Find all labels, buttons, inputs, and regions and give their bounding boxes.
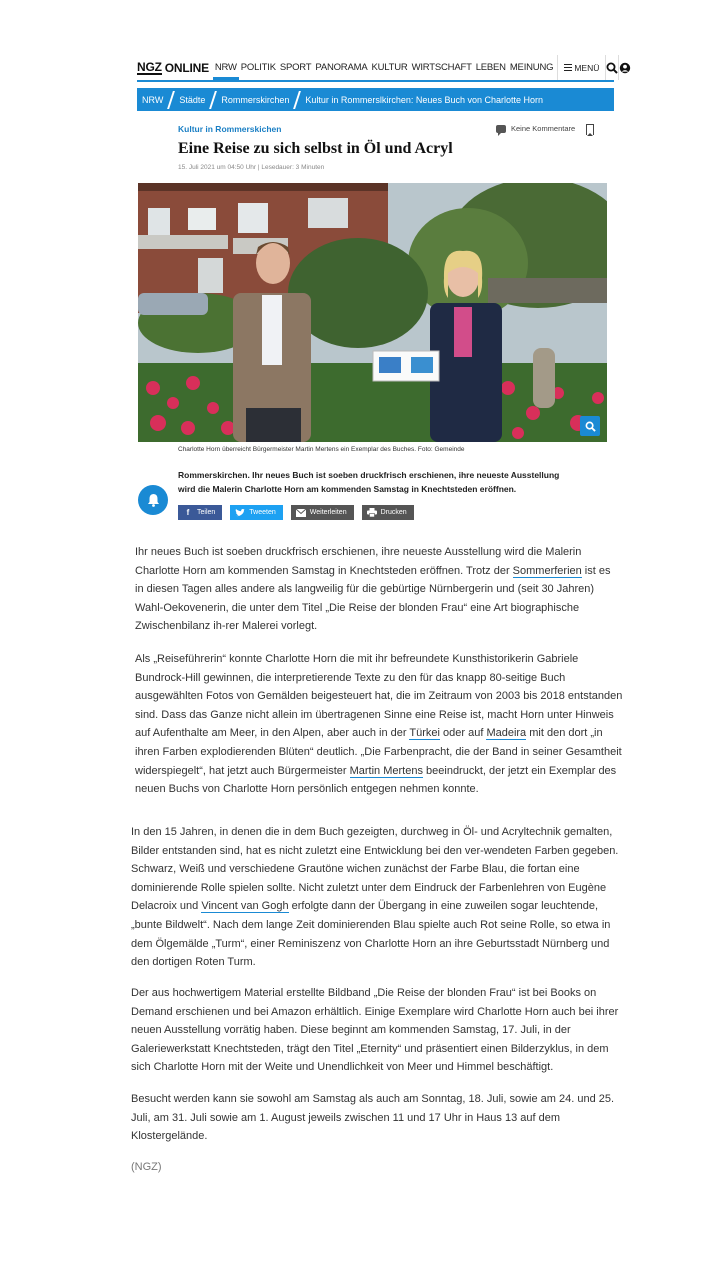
text-run: ist es in diesen Tagen alles andere als langweilig für die gebürtige Nürnbergerin und (seit 30 Jahren) Wahl-Oekovenerin, die unter dem Titel „Die Reise der blonden Frau“ eine Art biographische Zwischenbilanz ih-rer Malerei vorlegt. [135, 564, 611, 633]
link-vincent-van-gogh[interactable]: Vincent van Gogh [201, 900, 289, 913]
article-source: (NGZ) [131, 1161, 162, 1173]
breadcrumb-item-rommerskirchen[interactable]: Rommerskirchen [221, 94, 290, 105]
hamburger-icon [564, 64, 572, 71]
breadcrumb-item-nrw[interactable]: NRW [142, 94, 164, 105]
text-run: Ihr neues Buch ist soeben druckfrisch erschienen, ihre neueste Ausstellung wird die Malerin Charlotte Horn am kommenden Samstag in Knechtsteden eröffnen. Trotz der [135, 546, 582, 577]
search-icon [606, 62, 618, 74]
menu-button[interactable] [557, 55, 605, 80]
text-run: mit den dort „in ihren Farben explodierenden Blüten“ deutlich. „Die Farbenpracht, die der Band in seiner Gesamtheit widerspiegelt“, hat jetzt auch Bürgermeister [135, 727, 622, 777]
account-button[interactable] [618, 55, 631, 80]
nav-item-kultur[interactable]: KULTUR [371, 62, 408, 73]
text-run: erfolgte dann der Übergang in eine zuweilen sogar leuchtende, „bunte Bildwelt“. Nach dem lange Zeit dominierenden Blau spielte auch Rot seine Rolle, so etwa in dem Ölgemälde „Turm“, einer Reminiszenz von Charlotte Horn an ihre Geburtsstadt Nürnberg und den dortigen Roten Turm. [131, 900, 611, 969]
breadcrumb [137, 88, 614, 111]
mail-icon [296, 508, 306, 517]
bookmark-icon[interactable] [586, 124, 594, 135]
article-paragraph: Der aus hochwertigem Material erstellte Bildband „Die Reise der blonden Frau“ ist bei Books on Demand erschienen und bei Amazon erhältlich. Einige Exemplare wird Charlotte Horn auch bei ihrer neuen Ausstellung vorrätig haben. Diese beginnt am kommenden Samstag, 17. Juli, in der Galeriewerkstatt Knechtsteden, trägt den Titel „Eternity“ und präsentiert einen Bilderzyklus, in dem sich Charlotte Horn mit der Weite und Unendlichkeit von Meer und Himmel beschäftigt. [131, 987, 619, 1074]
text-run: Als „Reiseführerin“ konnte Charlotte Horn die mit ihr befreundete Kunsthistorikerin Gabriele Bundrock-Hill gewinnen, die interpretierende Texte zu den für das knapp 80-seitige Buch ausgewählten Fotos von Gemälden beigesteuert hat, die im Zeitraum von 2003 bis 2018 entstanden sind. Dass das Ganze nicht allein im übertragenen Sinne eine Reise ist, macht Horn unter Hinweis auf Aufenthalte am Meer, in den Alpen, aber auch in der [135, 653, 623, 740]
article-paragraph: Besucht werden kann sie sowohl am Samstag als auch am Sonntag, 18. Juli, sowie am 24. und 25. Juli, am 31. Juli sowie am 1. August jeweils zwischen 11 und 17 Uhr in Haus 13 auf dem Klostergelände. [131, 1093, 615, 1143]
article-paragraph [135, 650, 627, 799]
article-title: Eine Reise zu sich selbst in Öl und Acryl [178, 140, 453, 157]
zoom-image-button[interactable] [580, 416, 600, 436]
comment-icon [496, 125, 506, 133]
nav-item-leben[interactable]: LEBEN [475, 62, 506, 73]
text-run: In den 15 Jahren, in denen die in dem Buch gezeigten, durchweg in Öl- und Acryltechnik gemalten, Bilder entstanden sind, hat es nicht zuletzt eine Entwicklung bei den ver-wendeten Farben gegeben. Schwarz, Weiß und verschiedene Grautöne wichen zunächst der Farbe Blau, die fortan eine dominierende Rolle spielen sollte. Nicht zuletzt unter dem Eindruck der Farbenlehren von Eugène Delacroix und [131, 826, 619, 913]
logo-online: ONLINE [164, 60, 209, 75]
breadcrumb-item-article[interactable]: Kultur in Rommerslkirchen: Neues Buch von Charlotte Horn [305, 94, 543, 105]
comments-link[interactable] [496, 124, 575, 133]
share-facebook-button[interactable] [178, 505, 222, 520]
menu-label: MENÜ [574, 62, 600, 73]
notification-bell-button[interactable] [138, 485, 168, 515]
link-tuerkei[interactable]: Türkei [409, 727, 440, 740]
article-meta: 15. Juli 2021 um 04:50 Uhr | Lesedauer: 3 Minuten [178, 164, 325, 171]
logo-ngz: NGZ [137, 59, 162, 74]
site-header [137, 55, 614, 82]
magnifier-icon [585, 421, 596, 432]
share-mail-button[interactable] [291, 505, 354, 520]
breadcrumb-separator [292, 91, 302, 109]
site-logo[interactable] [137, 55, 213, 80]
text-run: oder auf [439, 727, 487, 740]
user-icon [619, 62, 631, 74]
link-sommerferien[interactable]: Sommerferien [512, 564, 582, 577]
text-run: beeindruckt, der jetzt ein Exemplar des neuen Buchs von Charlotte Horn persönlich entgegen nehmen konnte. [135, 764, 617, 796]
photo-illustration [138, 183, 607, 442]
article-lead: Rommerskirchen. Ihr neues Buch ist soeben druckfrisch erschienen, ihre neueste Ausstellung wird die Malerin Charlotte Horn am kommenden Samstag in Knechtsteden eröffnen. [178, 470, 560, 494]
share-twitter-label: Tweeten [249, 509, 276, 516]
nav-item-panorama[interactable]: PANORAMA [315, 62, 368, 73]
nav-item-nrw[interactable]: NRW [213, 55, 239, 80]
nav-item-wirtschaft[interactable]: WIRTSCHAFT [411, 62, 472, 73]
breadcrumb-separator [166, 91, 176, 109]
article-category[interactable]: Kultur in Rommerskichen [178, 124, 282, 134]
article-photo[interactable] [138, 183, 607, 442]
link-martin-mertens[interactable]: Martin Mertens [349, 764, 423, 777]
nav-item-meinung[interactable]: MEINUNG [509, 62, 554, 73]
share-twitter-button[interactable] [230, 505, 282, 520]
facebook-icon: f [186, 508, 190, 517]
twitter-icon [235, 508, 245, 517]
article-paragraph [131, 823, 623, 972]
print-button[interactable] [362, 505, 414, 520]
link-madeira[interactable]: Madeira [486, 727, 527, 740]
nav-item-sport[interactable]: SPORT [279, 62, 312, 73]
share-bar [178, 505, 422, 520]
comments-label: Keine Kommentare [511, 124, 576, 133]
breadcrumb-item-staedte[interactable]: Städte [179, 94, 206, 105]
printer-icon [367, 508, 377, 517]
bell-icon [147, 493, 160, 507]
print-label: Drucken [380, 509, 407, 516]
main-nav [213, 55, 555, 80]
article-paragraph [135, 543, 621, 636]
breadcrumb-separator [208, 91, 218, 109]
photo-caption: Charlotte Horn überreicht Bürgermeister Martin Mertens ein Exemplar des Buches. Foto: Gemeinde [178, 446, 465, 453]
nav-item-politik[interactable]: POLITIK [240, 62, 276, 73]
share-mail-label: Weiterleiten [309, 509, 347, 516]
share-facebook-label: Teilen [197, 509, 216, 516]
search-button[interactable] [605, 55, 618, 80]
